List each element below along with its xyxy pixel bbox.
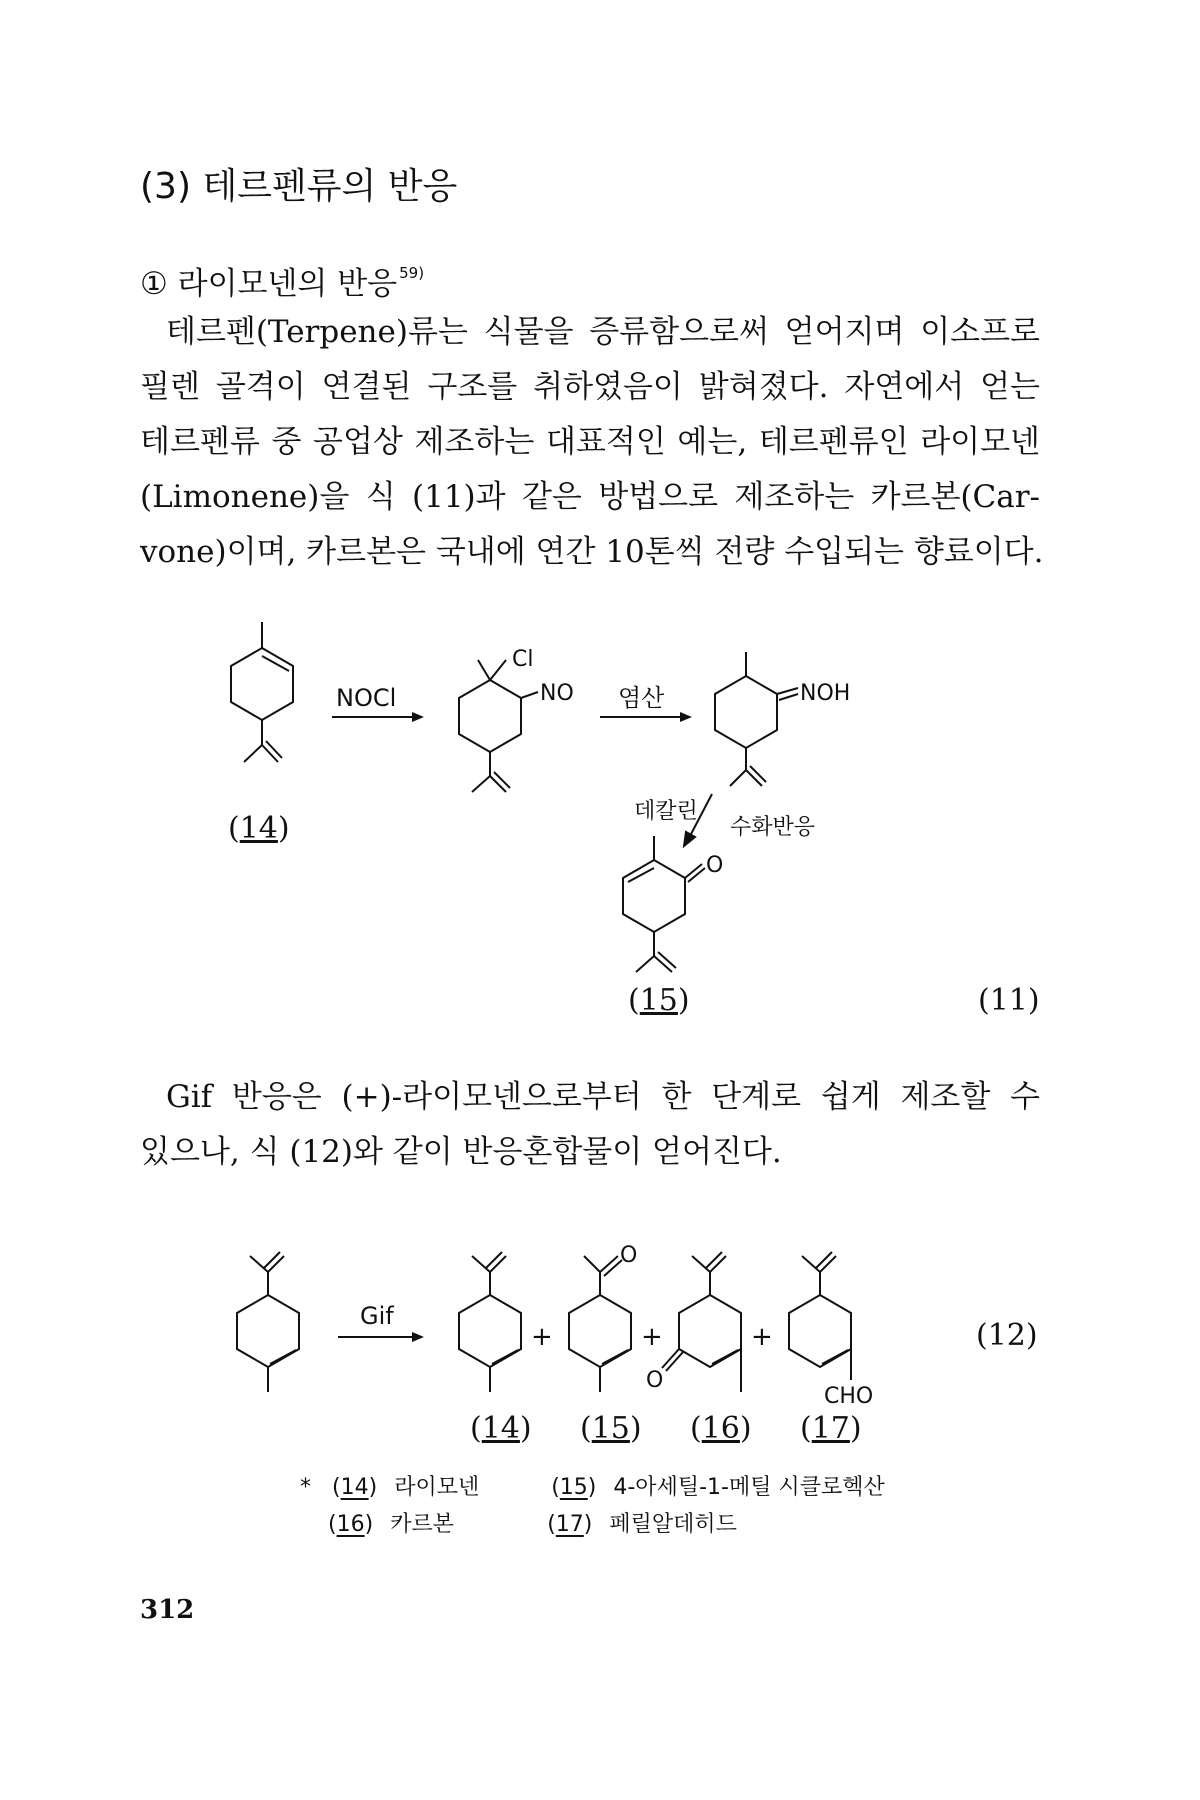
equation-number-12: (12) (976, 1318, 1038, 1353)
paragraph-line: 테르펜류 중 공업상 제조하는 대표적인 예는, 테르펜류인 라이모넨 (140, 424, 1040, 460)
product-carvone-structure (662, 1252, 741, 1392)
footnote-name: 라이모넨 (394, 1475, 480, 1500)
product-perillaldehyde-structure (789, 1252, 851, 1380)
plus-sign: + (531, 1322, 553, 1352)
compound-label-15: (15) (628, 983, 690, 1018)
substituent-cl: Cl (512, 647, 534, 672)
footnote-num: 14 (340, 1475, 369, 1500)
reagent-gif: Gif (360, 1302, 394, 1330)
paragraph-line: (Limonene)을 식 (11)과 같은 방법으로 제조하는 카르본(Car- (140, 479, 1040, 515)
equation-number-11: (11) (978, 983, 1040, 1018)
footnote-num: 16 (336, 1512, 365, 1537)
compound-label-16: (16) (690, 1411, 752, 1446)
product-limonene-structure (459, 1252, 521, 1392)
footnote-marker: * (300, 1475, 311, 1500)
footnote-name: 카르본 (390, 1512, 454, 1537)
condition-hydration: 수화반응 (730, 815, 816, 840)
footnote-name: 4-아세틸-1-메틸 시클로헥산 (613, 1475, 885, 1500)
reference-superscript: 59) (399, 264, 425, 282)
subsection-title: ① 라이모넨의 반응 (140, 266, 398, 302)
substituent-o: O (706, 853, 724, 878)
footnote-row: (16) 카르본 (17) 페릴알데히드 (300, 1507, 885, 1538)
substituent-o: O (646, 1368, 664, 1393)
paragraph-line: Gif 반응은 (+)-라이모넨으로부터 한 단계로 쉽게 제조할 수 (166, 1079, 1040, 1115)
footnote-name: 페릴알데히드 (609, 1512, 737, 1537)
limonene-start-structure (237, 1252, 299, 1392)
footnote-num: 17 (555, 1512, 584, 1537)
product-acetyl-structure (569, 1256, 631, 1392)
arrow-head (412, 1332, 424, 1342)
reagent-nocl: NOCl (336, 684, 397, 712)
condition-decalin: 데칼린 (634, 799, 698, 824)
section-heading: (3) 테르펜류의 반응 (140, 166, 458, 207)
substituent-o: O (620, 1243, 638, 1268)
paragraph-line: 있으나, 식 (12)와 같이 반응혼합물이 얻어진다. (140, 1134, 782, 1170)
paragraph-line: 테르펜(Terpene)류는 식물을 증류함으로써 얻어지며 이소프로 (166, 314, 1040, 350)
footnote-row: * (14) 라이모넨 (15) 4-아세틸-1-메틸 시클로헥산 (300, 1470, 885, 1501)
footnote-num: 15 (559, 1475, 588, 1500)
reagent-hcl: 염산 (618, 684, 665, 712)
plus-sign: + (641, 1322, 663, 1352)
paragraph-line: 필렌 골격이 연결된 구조를 취하였음이 밝혀졌다. 자연에서 얻는 (140, 369, 1040, 405)
substituent-noh: NOH (800, 681, 851, 706)
plus-sign: + (751, 1322, 773, 1352)
compound-label-17: (17) (800, 1411, 862, 1446)
compound-label-14: (14) (470, 1411, 532, 1446)
substituent-cho: CHO (824, 1384, 874, 1409)
compound-label-14: (14) (228, 811, 290, 846)
page-number: 312 (140, 1595, 195, 1625)
footnote-legend (300, 1470, 885, 1538)
substituent-no: NO (540, 681, 574, 706)
paragraph-line: vone)이며, 카르본은 국내에 연간 10톤씩 전량 수입되는 향료이다. (140, 534, 1044, 570)
compound-label-15: (15) (580, 1411, 642, 1446)
